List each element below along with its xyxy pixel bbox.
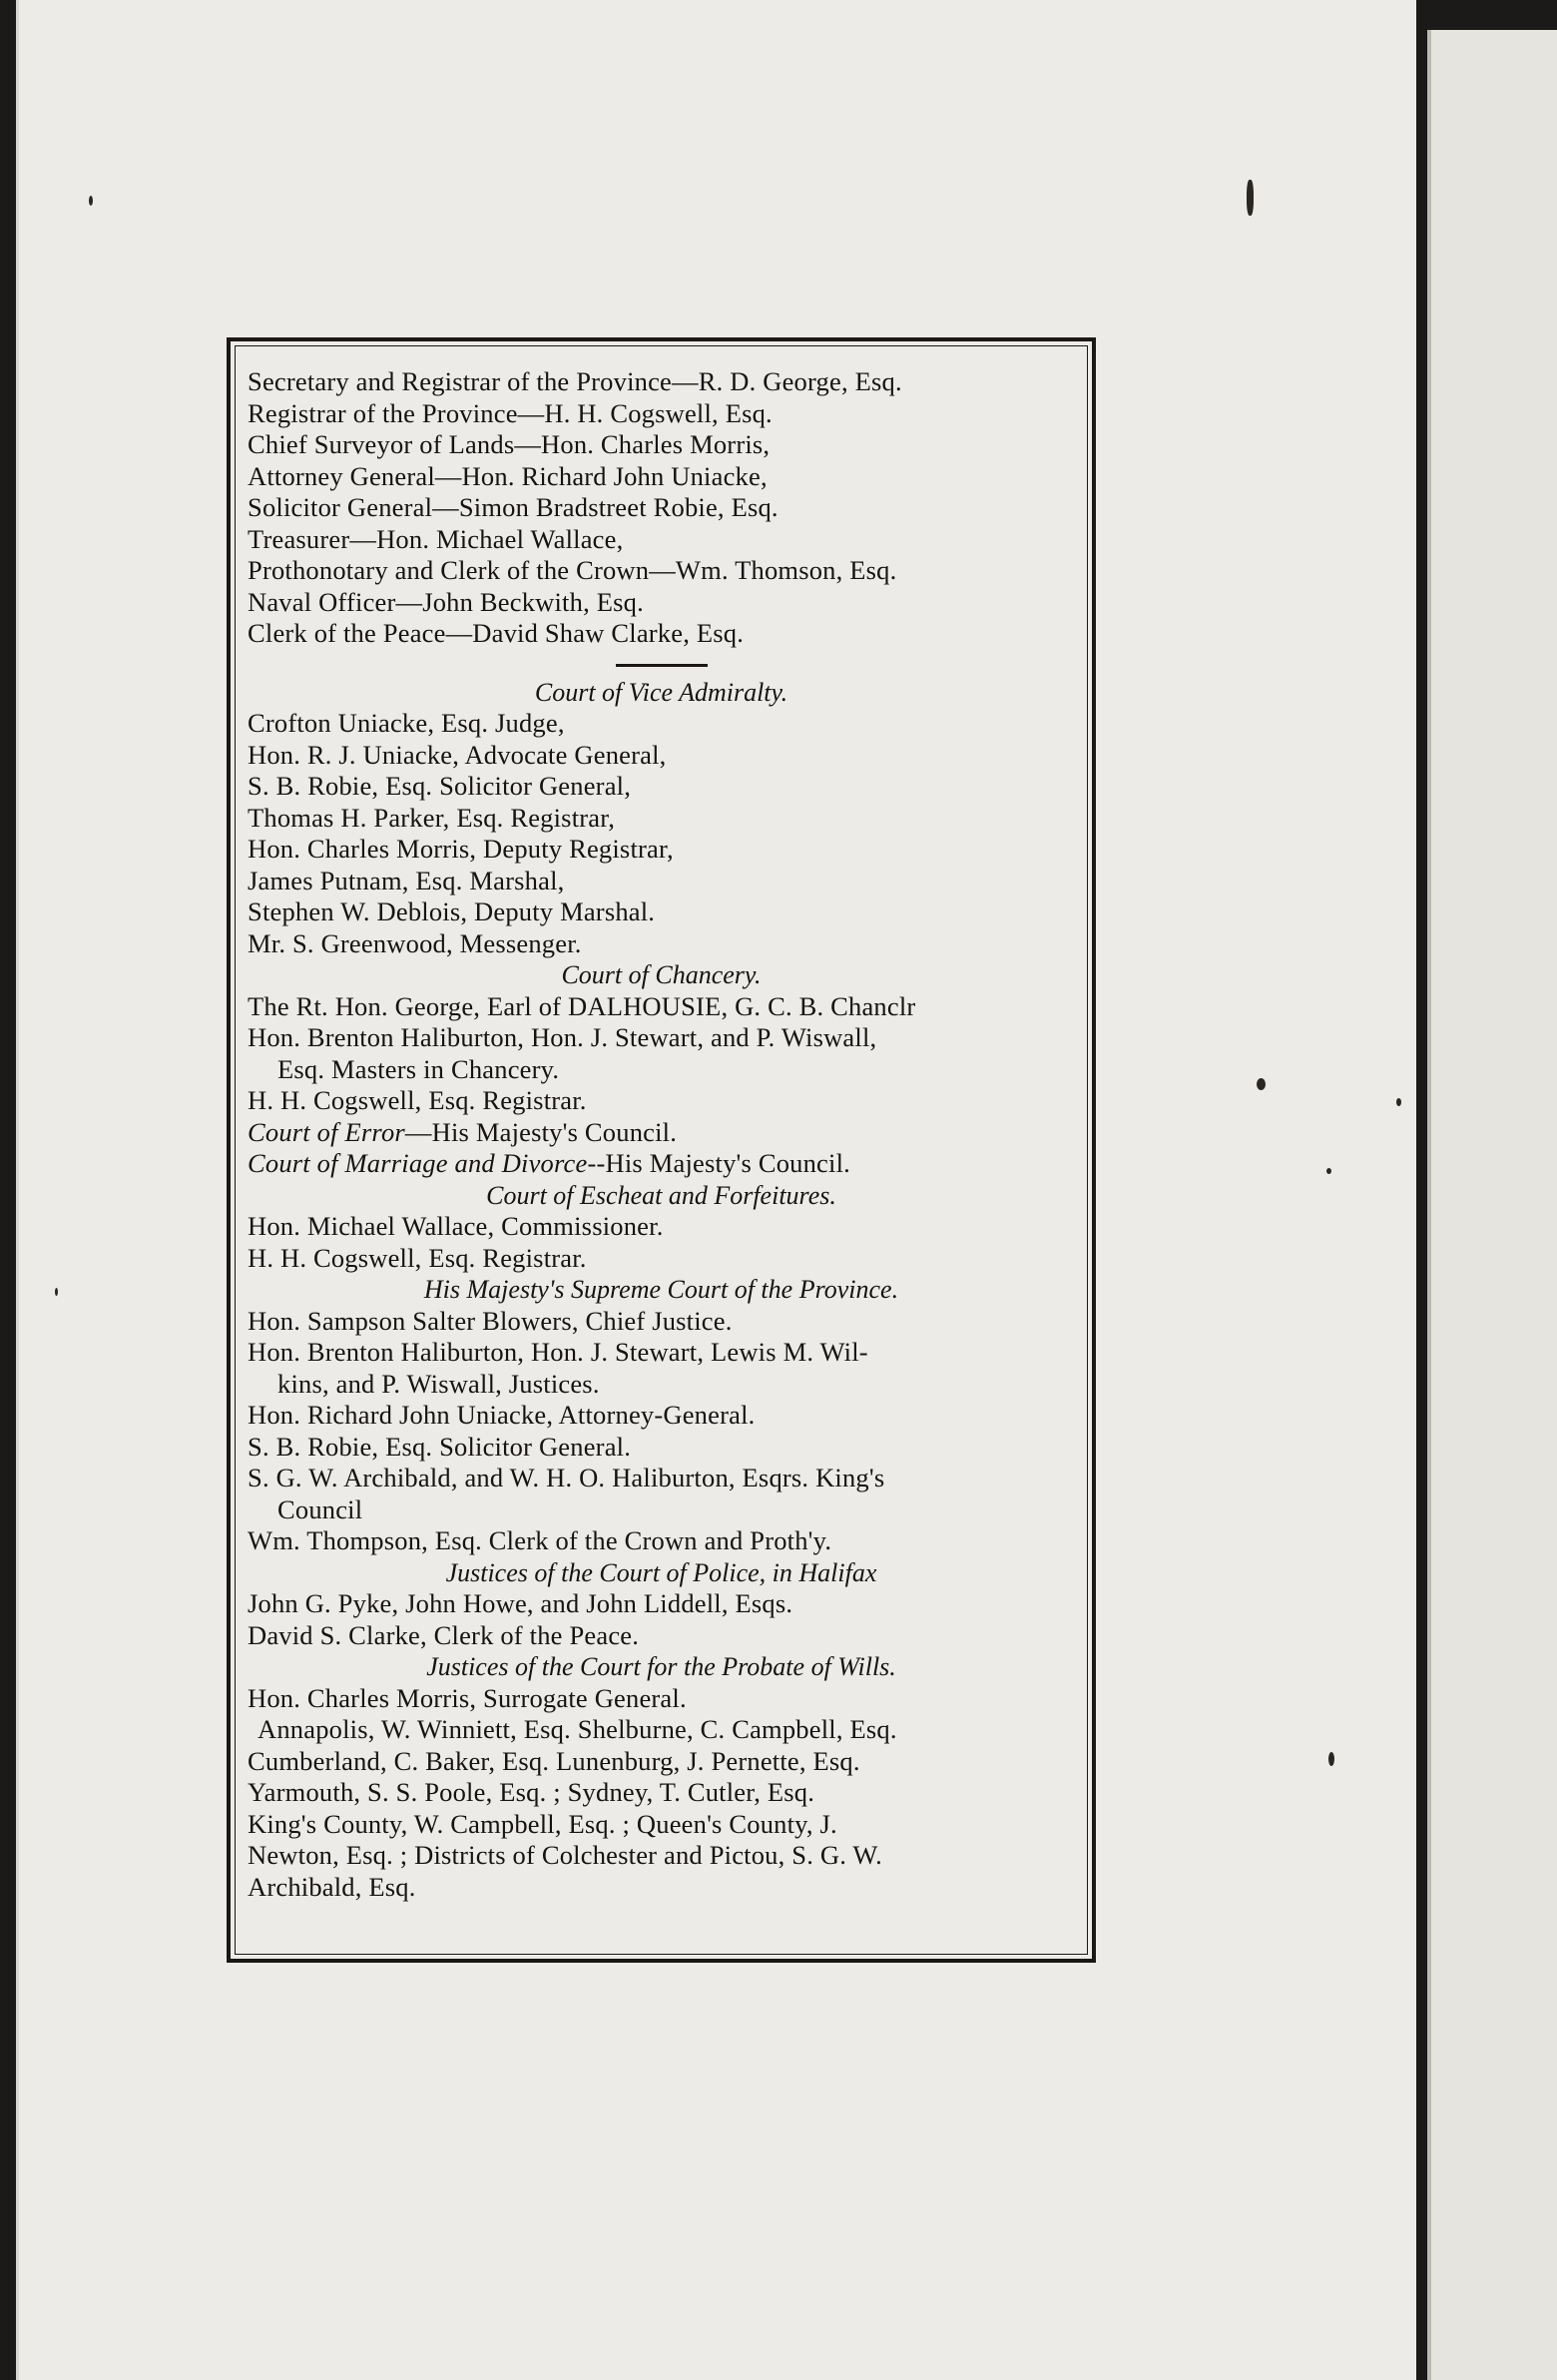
court-label: Court of Marriage and Divorce xyxy=(248,1148,588,1178)
ink-speck xyxy=(1396,1098,1401,1106)
probate-section xyxy=(248,1651,1075,1903)
section-divider-rule xyxy=(616,664,708,667)
entry-line: Wm. Thompson, Esq. Clerk of the Crown and Proth'y. xyxy=(248,1525,832,1555)
officer-line: Clerk of the Peace—David Shaw Clarke, Esq. xyxy=(248,618,745,648)
bordered-text-block xyxy=(227,337,1096,1963)
section-heading: Court of Chancery. xyxy=(561,960,762,989)
officer-line: Registrar of the Province—H. H. Cogswell, Esq. xyxy=(248,397,773,428)
book-page xyxy=(16,0,1416,2380)
entry-line: Hon. Brenton Haliburton, Hon. J. Stewart, Lewis M. Wil- xyxy=(248,1337,868,1367)
officer-line: Treasurer—Hon. Michael Wallace, xyxy=(248,523,624,554)
entry-line: Mr. S. Greenwood, Messenger. xyxy=(248,927,582,958)
section-heading: Court of Escheat and Forfeitures. xyxy=(486,1180,836,1210)
entry-line: S. B. Robie, Esq. Solicitor General. xyxy=(248,1431,632,1462)
entry-line: Newton, Esq. ; Districts of Colchester and Pictou, S. G. W. xyxy=(248,1840,882,1870)
entry-line: kins, and P. Wiswall, Justices. xyxy=(277,1368,600,1399)
officer-line: Prothonotary and Clerk of the Crown—Wm. Thomson, Esq. xyxy=(248,555,897,585)
marriage-divorce-line xyxy=(248,1148,1075,1180)
officer-line: Naval Officer—John Beckwith, Esq. xyxy=(248,586,644,617)
section-heading: Court of Vice Admiralty. xyxy=(534,677,788,707)
court-of-error-line xyxy=(248,1117,1075,1149)
ink-speck xyxy=(55,1288,58,1296)
officer-line: Chief Surveyor of Lands—Hon. Charles Morris, xyxy=(248,429,771,459)
chancery-section xyxy=(248,959,1075,1117)
ink-speck xyxy=(1247,180,1254,216)
entry-line: Cumberland, C. Baker, Esq. Lunenburg, J. Pernette, Esq. xyxy=(248,1745,860,1776)
text-block-inner xyxy=(235,345,1088,1955)
police-section xyxy=(248,1557,1075,1652)
ink-speck xyxy=(89,196,93,206)
section-heading: Justices of the Court of Police, in Halifax xyxy=(445,1557,877,1587)
entry-line: Hon. Michael Wallace, Commissioner. xyxy=(248,1211,664,1241)
entry-line: Archibald, Esq. xyxy=(248,1871,416,1902)
court-members: —His Majesty's Council. xyxy=(404,1116,678,1147)
section-heading: Justices of the Court for the Probate of Wills. xyxy=(426,1652,896,1681)
officer-line: Attorney General—Hon. Richard John Uniacke, xyxy=(248,460,768,491)
court-label: Court of Error xyxy=(248,1116,405,1147)
entry-line: Hon. Richard John Uniacke, Attorney-General. xyxy=(248,1400,756,1430)
entry-line: The Rt. Hon. George, Earl of DALHOUSIE, G. C. B. Chanclr xyxy=(248,990,916,1021)
adjacent-page-edge xyxy=(1427,30,1557,2380)
entry-line: David S. Clarke, Clerk of the Peace. xyxy=(248,1619,640,1650)
entry-line: Hon. Charles Morris, Surrogate General. xyxy=(248,1682,687,1713)
section-heading: His Majesty's Supreme Court of the Province. xyxy=(423,1275,899,1304)
vice-admiralty-section xyxy=(248,677,1075,960)
officer-line: Secretary and Registrar of the Province—R. D. George, Esq. xyxy=(248,366,902,396)
entry-line: John G. Pyke, John Howe, and John Liddell, Esqs. xyxy=(248,1588,793,1618)
ink-speck xyxy=(1257,1078,1266,1090)
ink-speck xyxy=(1328,1752,1334,1766)
ink-speck xyxy=(1326,1168,1331,1174)
entry-line: Crofton Uniacke, Esq. Judge, xyxy=(248,708,565,738)
entry-line: H. H. Cogswell, Esq. Registrar. xyxy=(248,1085,587,1115)
entry-line: Hon. Brenton Haliburton, Hon. J. Stewart, and P. Wiswall, xyxy=(248,1022,877,1052)
entry-line: H. H. Cogswell, Esq. Registrar. xyxy=(248,1242,587,1273)
entry-line: Esq. Masters in Chancery. xyxy=(277,1053,560,1084)
supreme-court-section xyxy=(248,1274,1075,1557)
entry-line: S. G. W. Archibald, and W. H. O. Haliburton, Esqrs. King's xyxy=(248,1463,885,1492)
provincial-officers-section xyxy=(248,366,1075,650)
escheat-section xyxy=(248,1180,1075,1275)
entry-line: Thomas H. Parker, Esq. Registrar, xyxy=(248,802,616,833)
entry-line: Council xyxy=(277,1493,363,1524)
entry-line: Hon. Charles Morris, Deputy Registrar, xyxy=(248,834,674,864)
entry-line: Hon. R. J. Uniacke, Advocate General, xyxy=(248,739,667,770)
entry-line: Yarmouth, S. S. Poole, Esq. ; Sydney, T. Cutler, Esq. xyxy=(248,1777,815,1807)
entry-line: James Putnam, Esq. Marshal, xyxy=(248,865,565,895)
court-members: --His Majesty's Council. xyxy=(587,1148,850,1178)
entry-line: Stephen W. Deblois, Deputy Marshal. xyxy=(248,896,656,926)
entry-line: S. B. Robie, Esq. Solicitor General, xyxy=(248,771,632,801)
entry-line: King's County, W. Campbell, Esq. ; Queen's County, J. xyxy=(248,1808,837,1839)
officer-line: Solicitor General—Simon Bradstreet Robie, Esq. xyxy=(248,492,778,522)
entry-line: Hon. Sampson Salter Blowers, Chief Justice. xyxy=(248,1305,733,1336)
entry-line: Annapolis, W. Winniett, Esq. Shelburne, C. Campbell, Esq. xyxy=(258,1714,897,1744)
